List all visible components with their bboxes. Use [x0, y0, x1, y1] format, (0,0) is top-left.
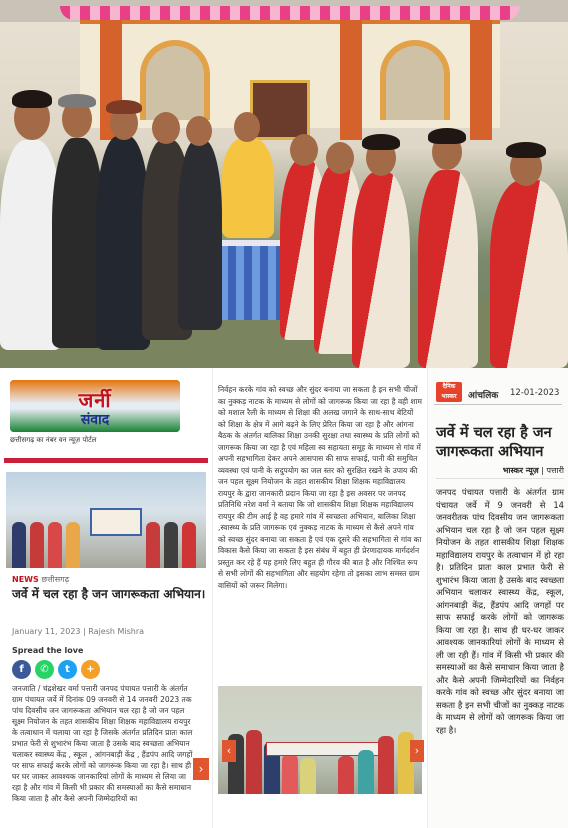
- student-red-saree: [352, 172, 410, 368]
- event-group-photo: [0, 0, 568, 368]
- student-red-saree: [490, 180, 568, 368]
- chevron-left-icon[interactable]: ‹: [222, 740, 236, 762]
- category-label[interactable]: [12, 574, 69, 585]
- web-article-screenshot: [0, 368, 212, 828]
- gp-person: [282, 754, 298, 794]
- person-hair: [12, 90, 52, 108]
- facebook-icon[interactable]: f: [12, 660, 31, 679]
- clipping-rule: [434, 404, 562, 405]
- person-cap: [58, 94, 96, 108]
- pillar: [470, 20, 492, 140]
- clipping-headline: जर्वे में चल रहा है जन जागरूकता अभियान: [436, 425, 552, 460]
- twitter-icon[interactable]: t: [58, 660, 77, 679]
- category-news: NEWS: [12, 575, 39, 584]
- site-tagline: छत्तीसगढ़ का नंबर वन न्यूज़ पोर्टल: [10, 436, 97, 444]
- newspaper-clipping: [428, 368, 568, 828]
- logo-sub-text: संवाद: [80, 412, 110, 428]
- byline-source: भास्कर न्यूज़: [502, 466, 539, 475]
- gp-person: [300, 758, 316, 794]
- thumb-person: [48, 522, 62, 568]
- person-hair: [428, 128, 466, 144]
- whatsapp-icon[interactable]: ✆: [35, 660, 54, 679]
- site-logo[interactable]: [10, 380, 180, 432]
- thumb-banner: [90, 508, 142, 536]
- person-saree-yellow: [222, 138, 274, 238]
- more-icon[interactable]: +: [81, 660, 100, 679]
- arch: [380, 40, 450, 120]
- thumb-person: [182, 522, 196, 568]
- category-state: छत्तीसगढ़: [41, 575, 70, 584]
- person-suit: [178, 140, 222, 330]
- gp-person: [378, 736, 394, 794]
- clipping-section: आंचलिक: [468, 391, 499, 401]
- person-hair: [506, 142, 546, 158]
- byline-place: पत्तारी: [546, 466, 564, 475]
- dainik-bhaskar-logo: दैनिक भास्कर: [436, 382, 462, 402]
- news-collage: [0, 368, 568, 828]
- article-meta: January 11, 2023 | Rajesh Mishra: [12, 627, 145, 636]
- clipping-rule-2: [436, 478, 564, 479]
- clipping-byline: भास्कर न्यूज़ | पत्तारी: [502, 466, 564, 475]
- thumb-person: [66, 522, 80, 568]
- column-divider: [212, 368, 213, 828]
- red-divider: [4, 458, 208, 463]
- student-red-saree: [418, 170, 478, 368]
- thumb-person: [164, 522, 178, 568]
- article-group-photo: [218, 686, 422, 794]
- clipping-date: 12-01-2023: [510, 388, 560, 398]
- person-head: [326, 142, 354, 174]
- gp-person: [246, 730, 262, 794]
- thumb-person: [12, 522, 26, 568]
- article-headline[interactable]: जर्वे में चल रहा है जन जागरूकता अभियान।: [12, 587, 206, 601]
- chevron-right-icon[interactable]: ›: [410, 740, 424, 762]
- flower-garland: [60, 6, 520, 20]
- person-head: [152, 112, 180, 144]
- logo-main-text: जर्नी: [78, 388, 112, 412]
- person-head: [186, 116, 212, 146]
- spread-the-love-label: Spread the love: [12, 646, 84, 655]
- person-head: [290, 134, 318, 166]
- clipping-body: जनपद पंचायत पत्तारी के अंतर्गत ग्राम पंचायत जर्वे में 9 जनवरी से 14 जनवरीतक पांच दिवसीय जन जागरूकता अभियान चल रहा है जो जन पहल सूक्ष्म नियोजन के तहत शासकीय शिक्षा शिक्षक महाविद्यालय रायपुर के तत्वाधान में हो रहा है। प्रतिदिन प्रातः काल प्रभात फेरी से शुभारंभ किया जाता है उसके बाद स्वच्छता अभियान चलाकर स्वास्थ्य केंद्र, स्कूल, आंगनबाड़ी केंद्र, हैंडपंप आदि जगहों पर साफ सफाई करके लोगों को जागरूक किया जा रहा है। साथ ही घर-घर जाकर आवश्यक जानकारियां लोगों के माध्यम से ली जा रही हैं। गांव में किसी भी प्रकार की समस्याओं का कैसे समाधान किया जाता है और कैसे अपनी जिम्मेदारियों का निर्वहन करके गांव को स्वच्छ और सुंदर बनाया जा सकता है इन सभी चीजों का नुक्कड़ नाटक के माध्यम से लोगों को जागरूक किया जा रहा है।: [436, 487, 564, 735]
- share-buttons: [12, 660, 100, 679]
- arch: [140, 40, 210, 120]
- article-thumbnail: [6, 472, 206, 568]
- thumb-person: [146, 522, 160, 568]
- article-body-continued: निर्वहन करके गांव को स्वच्छ और सुंदर बनाया जा सकता है इन सभी चीजों का नुक्कड़ नाटक के माध्यम से लोगों को जागरूक किया जा रहा है वही शाम को मशाल रैली के माध्यम से शिक्षा की अलख जगाने के साथ-साथ बेटियों को शिक्षा के क्षेत्र में आगे बढ़ने के लिए प्रेरित किया जा रहा है और आंगना बैठक के अंतर्गत बालिका शिक्षा उनकी सुरक्षा तथा स्वास्थ्य के प्रति लोगों को जागरूक किया जा रहा है एवं महिला स्व सहायता समूह के माध्यम से गांव में अपनी सहभागिता देकर अपने आसपास की साफ सफाई, पानी की समुचित व्यवस्था एवं पानी के सदुपयोग का जल स्तर को सुरक्षित रखने के उपाय की जन पहल सूक्ष्म नियोजन के तहत शासकीय शिक्षा शिक्षक महाविद्यालय रायपुर के द्वारा जानकारी प्रदान किया जा रहा है इस अवसर पर जनपद प्रतिनिधि नरेश वर्मा ने बताया कि जो शासकीय शिक्षा शिक्षक महाविद्यालय रायपुर की टीम आई है वह हमारे गांव में स्वच्छता अभियान, बालिका शिक्षा ,स्वास्थ्य के प्रति जागरूक एवं नुक्कड़ नाटक के माध्यम से कैसे अपने गांव को स्वच्छ सुंदर बनाया जा सकता है एवं एक दूसरे की सहभागिता से गांव का विकास कैसे किया जा सकता है इस संबंध में बहुत ही प्रेरणादायक मार्गदर्शन प्रस्तुत कर रहे हैं यह हमारे लिए बहुत ही गौरव की बात है और निश्चित रूप से सभी लोगों की सहभागिता और सहयोग रहेगा तो इसका लाभ समस्त ग्राम वासियों को जरूर मिलेगा।: [218, 385, 422, 590]
- article-continuation: [214, 368, 426, 828]
- article-body: जनजाति / चंद्रशेखर वर्मा पत्तारी जनपद पंचायत पत्तारी के अंतर्गत ग्राम पंचायत जर्वे में दिनांक 09 जनवरी से 14 जनवरी 2023 तक पांच दिवसीय जन जागरूकता अभियान चल रहा है जो जन पहल सूक्ष्म नियोजन के तहत शासकीय शिक्षा शिक्षक महाविद्यालय रायपुर के तत्वाधान में चलाया जा रहा है जिसके अंतर्गत प्रतिदिन प्रातः काल प्रभात फेरी से शुभारंभ किया जाता है उसके बाद स्वच्छता अभियान चलाकर स्वास्थ्य केंद्र , स्कूल , आंगनबाड़ी केंद्र , हैंडपंप आदि जगहों पर साफ सफाई करके लोगों को जागरूक किया जा रहा है। साथ ही घर घर जाकर आवश्यक जानकारियां लोगों के माध्यम से लिया जा रहा है और गांव में किसी भी प्रकार की समस्याओं का कैसे समाधान किया जाता है और कैसे अपनी जिम्मेदारियों का: [12, 684, 193, 803]
- gp-person: [358, 750, 374, 794]
- chevron-right-icon[interactable]: ›: [193, 758, 209, 780]
- thumb-person: [30, 522, 44, 568]
- person-hair: [362, 134, 400, 150]
- person-head: [234, 112, 260, 142]
- gp-person: [338, 756, 354, 794]
- pillar: [340, 20, 362, 140]
- person-cap: [106, 100, 142, 114]
